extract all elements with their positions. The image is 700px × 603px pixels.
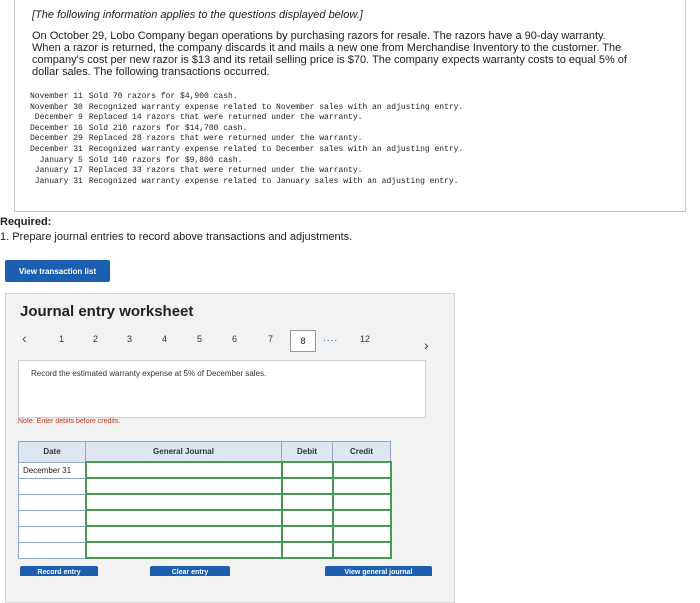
table-row (19, 542, 391, 558)
table-row (19, 510, 391, 526)
column-header-date: Date (19, 442, 86, 463)
transaction-row (30, 145, 463, 156)
account-input[interactable] (86, 462, 282, 478)
transaction-row (30, 134, 463, 145)
transaction-text: Recognized warranty expense related to December sales with an adjusting entry. (88, 144, 464, 154)
account-input[interactable] (86, 510, 282, 526)
transaction-date: November 11 (30, 92, 83, 101)
clear-entry-button[interactable] (150, 566, 230, 576)
transaction-date: December 9 (34, 113, 83, 123)
instruction-text: Record the estimated warranty expense at 5% of December sales. (31, 369, 267, 378)
column-header-general-journal: General Journal (86, 442, 282, 463)
transaction-date: December 31 (30, 144, 83, 154)
page-link[interactable]: 4 (162, 334, 168, 344)
transaction-date: November 30 (30, 102, 83, 112)
chevron-left-icon[interactable]: ‹ (22, 330, 27, 346)
instruction-box (18, 360, 426, 418)
intro-note: [The following information applies to the questions displayed below.] (32, 9, 363, 21)
table-row (19, 494, 391, 510)
page-link[interactable]: 1 (59, 334, 65, 344)
account-input[interactable] (86, 494, 282, 510)
date-cell[interactable] (19, 510, 86, 526)
transaction-text: Replaced 14 razors that were returned under the warranty. (88, 113, 363, 123)
entry-note: Note: Enter debits before credits. (18, 418, 121, 425)
column-header-credit: Credit (333, 442, 391, 463)
account-input[interactable] (86, 478, 282, 494)
page-link[interactable]: 2 (93, 334, 99, 344)
problem-description: On October 29, Lobo Company began operations by purchasing razors for resale. The razors have a 90-day warranty. When a razor is returned, the company discards it and mails a new one from Merchandise Inventory to the customer. The company's cost per new razor is $13 and its retail selling price is $70. The company expects warranty costs to equal 5% of dollar sales. The following transactions occurred. (32, 30, 627, 78)
transaction-row (30, 113, 463, 124)
page-link[interactable]: 12 (360, 334, 371, 344)
credit-input[interactable] (333, 510, 391, 526)
transaction-date: January 31 (34, 176, 83, 186)
worksheet-title: Journal entry worksheet (20, 303, 194, 320)
view-transaction-list-button[interactable]: View transaction list (5, 260, 110, 282)
transaction-row (30, 103, 463, 114)
transaction-row (30, 177, 463, 188)
page-link[interactable]: 6 (232, 334, 238, 344)
credit-input[interactable] (333, 462, 391, 478)
transaction-row (30, 92, 463, 103)
date-cell[interactable] (19, 526, 86, 542)
transaction-text: Replaced 28 razors that were returned under the warranty. (88, 134, 363, 144)
page-ellipsis: .... (323, 333, 339, 344)
credit-input[interactable] (333, 494, 391, 510)
page-link[interactable]: 3 (127, 334, 133, 344)
table-row (19, 462, 391, 478)
page-link[interactable]: 7 (268, 334, 274, 344)
credit-input[interactable] (333, 478, 391, 494)
debit-input[interactable] (282, 510, 333, 526)
clear-entry-label: Clear entry (171, 569, 209, 576)
transaction-text: Sold 210 razors for $14,700 cash. (88, 123, 248, 133)
transaction-date: December 16 (30, 123, 83, 133)
debit-input[interactable] (282, 542, 333, 558)
account-input[interactable] (86, 526, 282, 542)
journal-table (18, 441, 392, 559)
transaction-date: January 17 (34, 166, 83, 176)
date-cell[interactable] (19, 478, 86, 494)
transaction-row (30, 124, 463, 135)
transaction-date: December 29 (30, 134, 83, 144)
credit-input[interactable] (333, 542, 391, 558)
credit-input[interactable] (333, 526, 391, 542)
worksheet-pager (20, 330, 440, 354)
debit-input[interactable] (282, 526, 333, 542)
debit-input[interactable] (282, 462, 333, 478)
required-task: 1. Prepare journal entries to record above transactions and adjustments. (0, 231, 353, 243)
column-header-debit: Debit (282, 442, 333, 463)
transaction-list (30, 92, 463, 187)
page-link[interactable]: 5 (197, 334, 203, 344)
view-general-journal-label: View general journal (344, 569, 413, 576)
debit-input[interactable] (282, 494, 333, 510)
account-input[interactable] (86, 542, 282, 558)
transaction-row (30, 166, 463, 177)
page-link-active[interactable]: 8 (290, 330, 316, 352)
required-label: Required: (0, 216, 52, 228)
transaction-text: Sold 70 razors for $4,900 cash. (88, 92, 238, 101)
table-row (19, 526, 391, 542)
chevron-right-icon[interactable]: › (424, 337, 429, 353)
debit-input[interactable] (282, 478, 333, 494)
date-cell[interactable] (19, 494, 86, 510)
transaction-text: Replaced 33 razors that were returned under the warranty. (88, 166, 363, 176)
date-cell[interactable]: December 31 (19, 462, 86, 478)
transaction-text: Recognized warranty expense related to November sales with an adjusting entry. (88, 102, 464, 112)
transaction-date: January 5 (39, 155, 83, 165)
view-general-journal-button[interactable] (325, 566, 432, 576)
record-entry-label: Record entry (37, 569, 81, 576)
record-entry-button[interactable] (20, 566, 98, 576)
date-cell[interactable] (19, 542, 86, 558)
transaction-row (30, 156, 463, 167)
transaction-text: Sold 140 razors for $9,800 cash. (88, 155, 243, 165)
transaction-text: Recognized warranty expense related to January sales with an adjusting entry. (88, 176, 459, 186)
table-row (19, 478, 391, 494)
